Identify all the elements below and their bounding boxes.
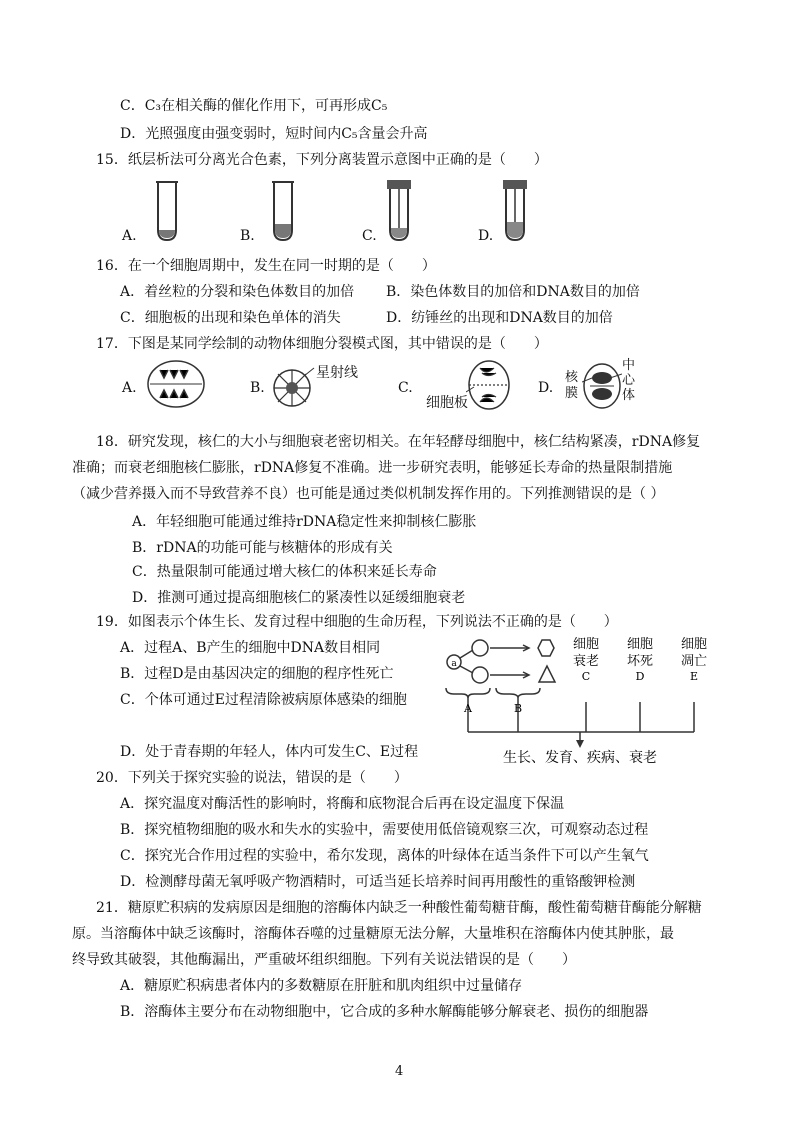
- cell-division-a-icon: [146, 358, 206, 410]
- question-17-stem: 17．下图是某同学绘制的动物体细胞分裂模式图，其中错误的是（ ）: [96, 336, 548, 352]
- q17-b-annotation: 星射线: [316, 365, 358, 381]
- question-21-line-2: 原。当溶酶体中缺乏该酶时，溶酶体吞噬的过量糖原无法分解，大量堆积在溶酶体内使其肿胀，最: [72, 926, 674, 942]
- question-21-line-3: 终导致其破裂，其他酶漏出，严重破坏组织细胞。下列有关说法错误的是（ ）: [72, 952, 576, 968]
- q18-option-c: C．热量限制可能通过增大核仁的体积来延长寿命: [132, 564, 437, 580]
- q15-label-d: D.: [478, 228, 494, 244]
- cell-division-c-icon: [466, 358, 512, 412]
- cell-life-history-diagram: [440, 630, 710, 765]
- diagram-d-label-1: 细胞: [626, 637, 654, 652]
- q19-option-a: A．过程A、B产生的细胞中DNA数目相同: [120, 640, 381, 656]
- diagram-bottom-caption: 生长、发育、疾病、衰老: [503, 750, 657, 765]
- question-21-line-1: 21．糖原贮积病的发病原因是细胞的溶酶体内缺乏一种酸性葡萄糖苷酶，酸性葡萄糖苷酶能分解糖: [96, 900, 702, 916]
- diagram-e-label-2: 凋亡: [680, 654, 708, 669]
- diagram-c-label-2: 衰老: [572, 654, 600, 669]
- q18-option-a: A．年轻细胞可能通过维持rDNA稳定性来抑制核仁膨胀: [132, 514, 477, 530]
- axis-letter-e: E: [689, 670, 699, 683]
- axis-letter-b: B: [513, 702, 523, 715]
- q17-label-a: A.: [122, 380, 137, 396]
- q19-option-b: B．过程D是由基因决定的细胞的程序性死亡: [120, 666, 394, 682]
- q17-label-d: D.: [538, 380, 554, 396]
- q19-option-d: D．处于青春期的年轻人，体内可发生C、E过程: [120, 744, 419, 760]
- question-19-stem: 19．如图表示个体生长、发育过程中细胞的生命历程，下列说法不正确的是（ ）: [96, 614, 618, 630]
- option-d-prev: D．光照强度由强变弱时，短时间内C₅含量会升高: [120, 126, 428, 142]
- axis-letter-d: D: [635, 670, 645, 683]
- q18-option-d: D．推测可通过提高细胞核仁的紧凑性以延缓细胞衰老: [132, 590, 466, 606]
- q15-label-c: C.: [362, 228, 377, 244]
- q20-option-d: D．检测酵母菌无氧呼吸产物酒精时，可适当延长培养时间再用酸性的重铬酸钾检测: [120, 874, 636, 890]
- cell-division-b-icon: [270, 364, 316, 410]
- axis-letter-a: A: [464, 702, 472, 715]
- q18-option-b: B．rDNA的功能可能与核糖体的形成有关: [132, 540, 393, 556]
- question-15-stem: 15．纸层析法可分离光合色素，下列分离装置示意图中正确的是（ ）: [96, 152, 548, 168]
- q17-d-annotation-1: 核膜: [565, 370, 579, 401]
- diagram-c-label-1: 细胞: [572, 637, 600, 652]
- axis-letter-c: C: [581, 670, 591, 683]
- option-c-prev: C．C₃在相关酶的催化作用下，可再形成C₅: [120, 98, 388, 114]
- question-18-line-2: 准确；而衰老细胞核仁膨胀，rDNA修复不准确。进一步研究表明，能够延长寿命的热量限制措施: [72, 460, 673, 476]
- question-18-line-3: （减少营养摄入而不导致营养不良）也可能是通过类似机制发挥作用的。下列推测错误的是（ ）: [72, 486, 665, 502]
- diagram-e-label-1: 细胞: [680, 637, 708, 652]
- cell-division-d-icon: [582, 362, 622, 410]
- question-20-stem: 20．下列关于探究实验的说法，错误的是（ ）: [96, 770, 408, 786]
- q17-c-annotation: 细胞板: [426, 395, 468, 411]
- q21-option-a: A．糖原贮积病患者体内的多数糖原在肝脏和肌肉组织中过量储存: [120, 978, 523, 994]
- q16-option-c: C．细胞板的出现和染色单体的消失: [120, 310, 341, 326]
- q16-option-b: B．染色体数目的加倍和DNA数目的加倍: [386, 284, 640, 300]
- cell-a-label: a: [451, 659, 457, 669]
- q17-d-annotation-2: 中心体: [622, 358, 636, 403]
- page-number: 4: [395, 1064, 404, 1079]
- q17-label-b: B.: [250, 380, 265, 396]
- q20-option-b: B．探究植物细胞的吸水和失水的实验中，需要使用低倍镜观察三次，可观察动态过程: [120, 822, 649, 838]
- q20-option-a: A．探究温度对酶活性的影响时，将酶和底物混合后再在设定温度下保温: [120, 796, 565, 812]
- test-tube-d-icon: [500, 178, 530, 244]
- test-tube-b-icon: [268, 178, 298, 244]
- q19-option-c: C．个体可通过E过程清除被病原体感染的细胞: [120, 692, 407, 708]
- q20-option-c: C．探究光合作用过程的实验中，希尔发现，离体的叶绿体在适当条件下可以产生氧气: [120, 848, 649, 864]
- diagram-d-label-2: 坏死: [626, 654, 654, 669]
- q16-option-d: D．纺锤丝的出现和DNA数目的加倍: [386, 310, 613, 326]
- q16-option-a: A．着丝粒的分裂和染色体数目的加倍: [120, 284, 355, 300]
- test-tube-c-icon: [384, 178, 414, 244]
- test-tube-a-icon: [152, 178, 182, 244]
- q21-option-b: B．溶酶体主要分布在动物细胞中，它合成的多种水解酶能够分解衰老、损伤的细胞器: [120, 1004, 649, 1020]
- q17-label-c: C.: [398, 380, 413, 396]
- question-16-stem: 16．在一个细胞周期中，发生在同一时期的是（ ）: [96, 258, 436, 274]
- q15-label-a: A.: [122, 228, 137, 244]
- question-18-line-1: 18．研究发现，核仁的大小与细胞衰老密切相关。在年轻酵母细胞中，核仁结构紧凑，rDNA修复: [96, 434, 701, 450]
- q15-label-b: B.: [240, 228, 255, 244]
